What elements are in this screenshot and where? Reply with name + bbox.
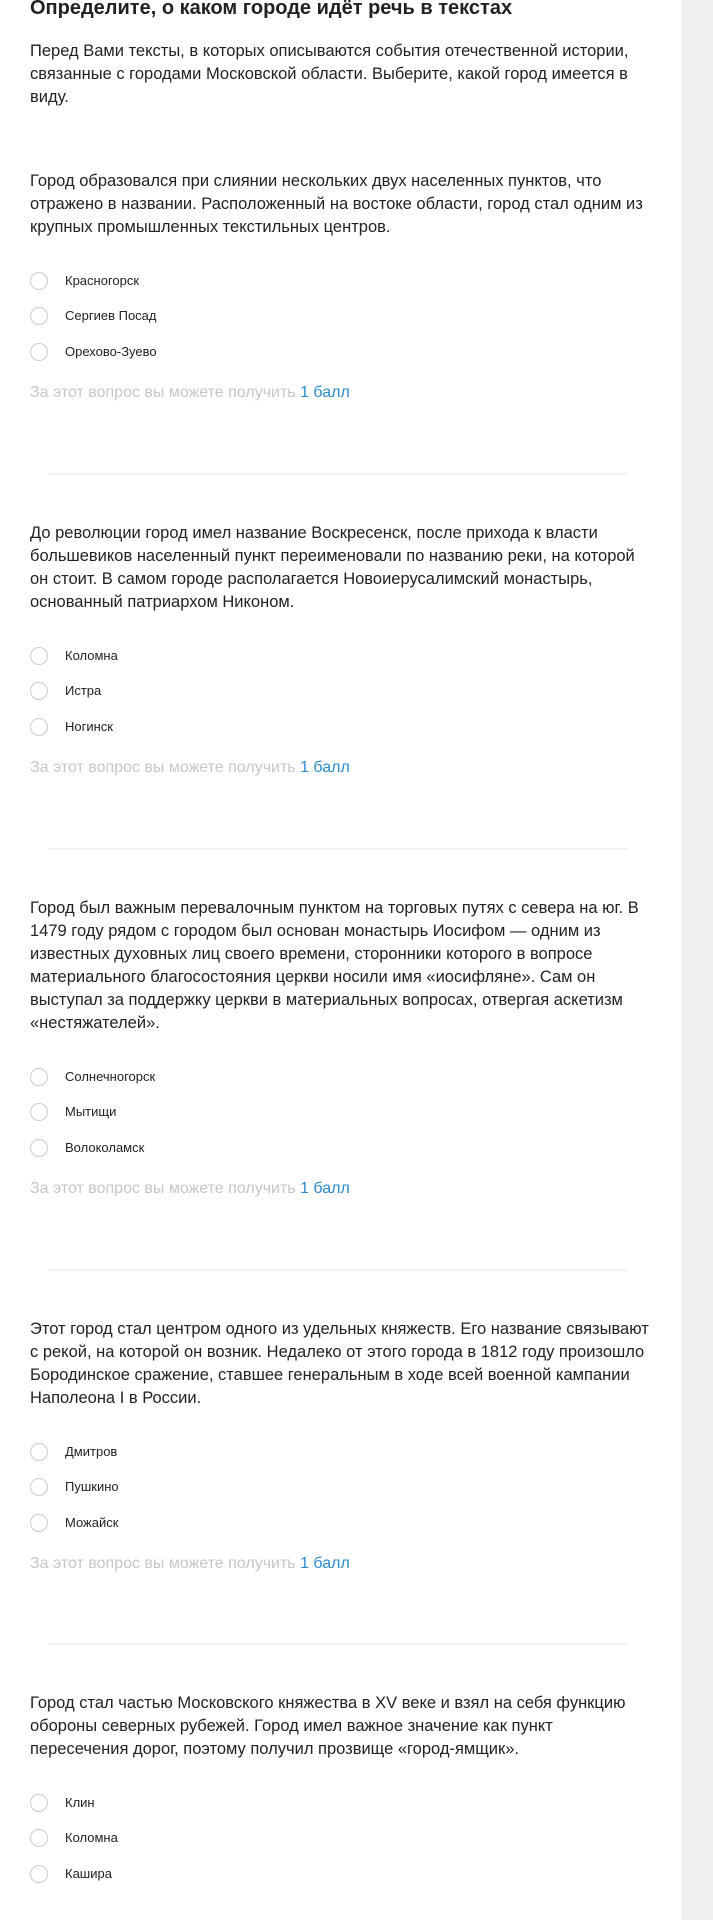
option-label: Солнечногорск xyxy=(65,1068,156,1084)
points-value: 1 балл xyxy=(300,1554,350,1572)
question-4 xyxy=(30,1318,650,1575)
radio-button[interactable] xyxy=(30,343,48,361)
question-text: Город был важным перевалочным пунктом на торговых путях с севера на юг. В 1479 году рядом с городом был основан монастырь Иосифом — одним из известных духовных лиц своего времени, сторонники которого в вопросе материального благосостояния церкви носили имя «иосифляне». Сам он выступал за поддержку церкви в материальных вопросах, отвергая аскетизм «нестяжателей». xyxy=(30,899,639,1032)
option-mozhaysk[interactable] xyxy=(30,1505,650,1541)
radio-button[interactable] xyxy=(30,1443,48,1461)
question-3 xyxy=(30,897,650,1200)
option-label: Сергиев Посад xyxy=(65,308,157,324)
question-text: Этот город стал центром одного из удельных княжеств. Его название связывают с рекой, на которой он возник. Недалеко от этого города в 1812 году произошло Бородинское сражение, ставшее генеральным в ходе всей военной кампании Наполеона I в России. xyxy=(30,1320,649,1407)
radio-button[interactable] xyxy=(30,1829,48,1847)
question-divider xyxy=(48,1269,628,1271)
radio-button[interactable] xyxy=(30,682,48,700)
points-value: 1 балл xyxy=(300,383,350,401)
radio-button[interactable] xyxy=(30,1478,48,1496)
option-label: Кашира xyxy=(65,1865,112,1881)
option-kolomna[interactable] xyxy=(30,1821,650,1857)
points-prefix: За этот вопрос вы можете получить xyxy=(30,1554,296,1572)
answer-options xyxy=(30,263,650,370)
option-dmitrov[interactable] xyxy=(30,1434,650,1470)
points-prefix: За этот вопрос вы можете получить xyxy=(30,1179,296,1197)
points-note xyxy=(30,1553,650,1575)
option-volokolamsk[interactable] xyxy=(30,1130,650,1166)
option-label: Истра xyxy=(65,683,102,699)
question-5 xyxy=(30,1692,650,1892)
radio-button[interactable] xyxy=(30,647,48,665)
option-istra[interactable] xyxy=(30,674,650,710)
option-label: Ногинск xyxy=(65,718,113,734)
option-mytishchi[interactable] xyxy=(30,1095,650,1131)
option-pushkino[interactable] xyxy=(30,1470,650,1506)
answer-options xyxy=(30,1059,650,1166)
question-2 xyxy=(30,522,650,779)
option-orekhovo-zuevo[interactable] xyxy=(30,334,650,370)
points-note xyxy=(30,757,650,779)
option-kashira[interactable] xyxy=(30,1856,650,1892)
radio-button[interactable] xyxy=(30,1139,48,1157)
option-label: Красногорск xyxy=(65,272,140,288)
radio-button[interactable] xyxy=(30,718,48,736)
question-text: Город стал частью Московского княжества в XV веке и взял на себя функцию обороны северных рубежей. Город имел важное значение как пункт пересечения дорог, поэтому получил прозвище «город-ямщик». xyxy=(30,1694,626,1758)
radio-button[interactable] xyxy=(30,272,48,290)
option-label: Можайск xyxy=(65,1514,119,1530)
radio-button[interactable] xyxy=(30,307,48,325)
points-prefix: За этот вопрос вы можете получить xyxy=(30,758,296,776)
points-prefix: За этот вопрос вы можете получить xyxy=(30,383,296,401)
quiz-title: Определите, о каком городе идёт речь в текстах xyxy=(30,0,513,19)
option-klin[interactable] xyxy=(30,1785,650,1821)
radio-button[interactable] xyxy=(30,1865,48,1883)
question-text: Город образовался при слиянии нескольких двух населенных пунктов, что отражено в названии. Расположенный на востоке области, город стал одним из крупных промышленных текстильных центров. xyxy=(30,172,643,236)
radio-button[interactable] xyxy=(30,1514,48,1532)
points-value: 1 балл xyxy=(300,1179,350,1197)
radio-button[interactable] xyxy=(30,1794,48,1812)
option-label: Пушкино xyxy=(65,1479,119,1495)
option-label: Мытищи xyxy=(65,1104,117,1120)
option-sergiev-posad[interactable] xyxy=(30,299,650,335)
radio-button[interactable] xyxy=(30,1103,48,1121)
option-label: Клин xyxy=(65,1794,95,1810)
points-value: 1 балл xyxy=(300,758,350,776)
option-label: Волоколамск xyxy=(65,1139,145,1155)
points-note xyxy=(30,382,650,404)
right-sidebar-rail xyxy=(681,0,713,1920)
option-kolomna[interactable] xyxy=(30,638,650,674)
option-label: Дмитров xyxy=(65,1443,118,1459)
quiz-intro: Перед Вами тексты, в которых описываются события отечественной истории, связанные с городами Московской области. Выберите, какой город имеется в виду. xyxy=(30,42,629,106)
option-label: Орехово-Зуево xyxy=(65,343,157,359)
question-divider xyxy=(48,473,628,475)
answer-options xyxy=(30,1434,650,1541)
radio-button[interactable] xyxy=(30,1068,48,1086)
option-solnechnogorsk[interactable] xyxy=(30,1059,650,1095)
question-divider xyxy=(48,848,628,850)
question-divider xyxy=(48,1643,628,1645)
option-krasnogorsk[interactable] xyxy=(30,263,650,299)
answer-options xyxy=(30,1785,650,1892)
option-noginsk[interactable] xyxy=(30,709,650,745)
option-label: Коломна xyxy=(65,647,118,663)
answer-options xyxy=(30,638,650,745)
question-1 xyxy=(30,170,650,404)
option-label: Коломна xyxy=(65,1830,118,1846)
points-note xyxy=(30,1178,650,1200)
question-text: До революции город имел название Воскресенск, после прихода к власти большевиков населенный пункт переименовали по названию реки, на которой он стоит. В самом городе располагается Новоиерусалимский монастырь, основанный патриархом Никоном. xyxy=(30,524,635,611)
